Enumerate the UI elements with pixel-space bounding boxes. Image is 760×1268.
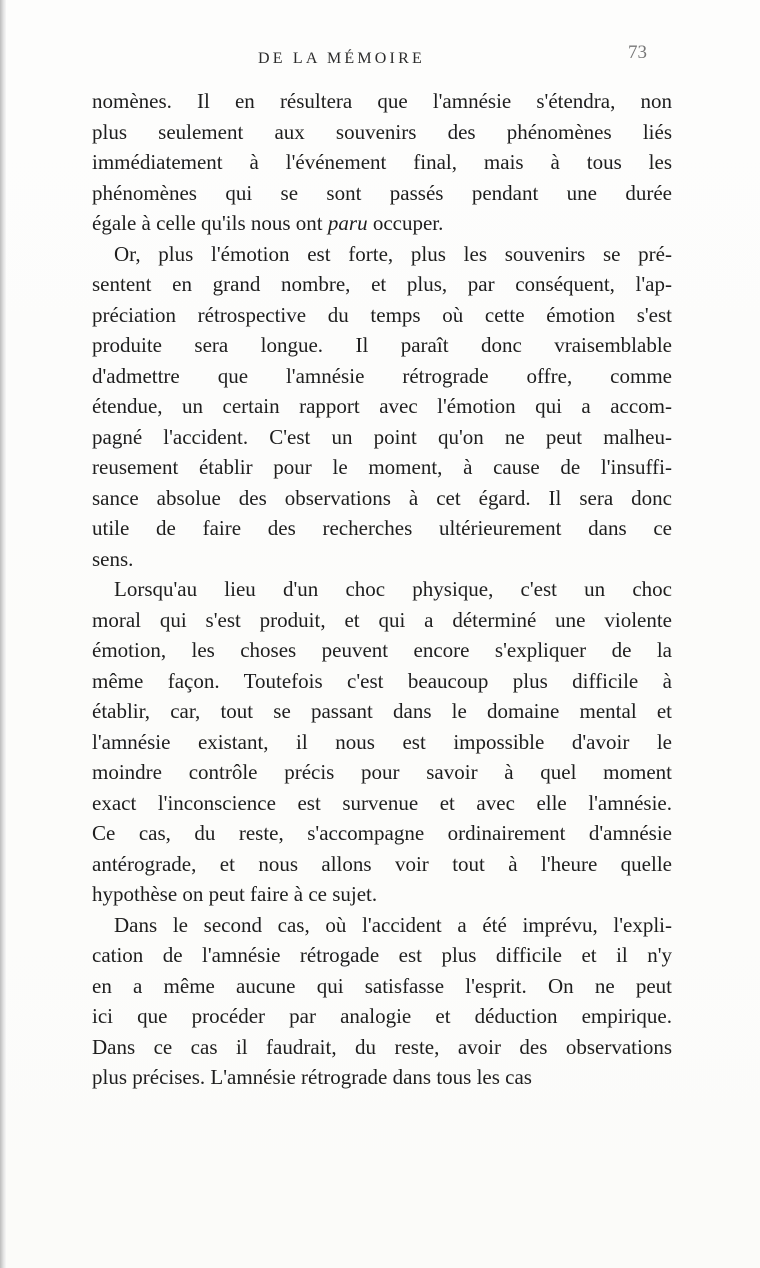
- text-line: sentent en grand nombre, et plus, par conséquent, l'ap-: [92, 272, 672, 296]
- text-line: ici que procéder par analogie et déduction empirique.: [92, 1004, 672, 1028]
- text-line: même façon. Toutefois c'est beaucoup plus difficile à: [92, 668, 672, 693]
- text-line: utile de faire des recherches ultérieurement dans ce: [92, 516, 672, 540]
- text-line: hypothèse on peut faire à ce sujet.: [92, 882, 378, 906]
- text-line: moindre contrôle précis pour savoir à quel moment: [92, 760, 672, 784]
- text-line: cation de l'amnésie rétrogade est plus difficile et il n'y: [92, 943, 672, 967]
- text-run: égale à celle qu'ils nous ont: [92, 211, 328, 235]
- text-line: pagné l'accident. C'est un point qu'on ne peut malheu-: [92, 424, 672, 449]
- text-line: émotion, les choses peuvent encore s'expliquer de la: [92, 638, 672, 662]
- emphasized-word: paru: [327, 211, 368, 235]
- text-line: Dans ce cas il faudrait, du reste, avoir des observations: [92, 1034, 672, 1059]
- running-head: DE LA MÉMOIRE: [258, 50, 425, 67]
- text-line: préciation rétrospective du temps où cette émotion s'est: [92, 302, 672, 327]
- text-line: nomènes. Il en résultera que l'amnésie s'étendra, non: [92, 89, 672, 113]
- text-line: moral qui s'est produit, et qui a déterminé une violente: [92, 607, 672, 632]
- text-line: phénomènes qui se sont passés pendant une durée: [92, 180, 672, 205]
- text-line: plus seulement aux souvenirs des phénomènes liés: [92, 119, 672, 144]
- text-line: Or, plus l'émotion est forte, plus les souvenirs se pré-: [114, 241, 672, 266]
- text-line: sance absolue des observations à cet égard. Il sera donc: [92, 485, 672, 510]
- text-line: reusement établir pour le moment, à cause de l'insuffi-: [92, 455, 672, 479]
- text-run: occuper.: [367, 211, 444, 235]
- page-number: 73: [628, 42, 647, 63]
- text-line: étendue, un certain rapport avec l'émotion qui a accom-: [92, 394, 672, 418]
- paragraph: [92, 574, 672, 910]
- text-line: l'amnésie existant, il nous est impossible d'avoir le: [92, 729, 672, 754]
- text-line: antérograde, et nous allons voir tout à l'heure quelle: [92, 851, 672, 876]
- text-line: plus précises. L'amnésie rétrograde dans tous les cas: [92, 1065, 532, 1089]
- paragraph: [92, 910, 672, 1093]
- text-line: Ce cas, du reste, s'accompagne ordinairement d'amnésie: [92, 821, 672, 845]
- text-line: Lorsqu'au lieu d'un choc physique, c'est un choc: [114, 577, 672, 601]
- text-line: en a même aucune qui satisfasse l'esprit. On ne peut: [92, 973, 672, 998]
- body-text: [92, 86, 672, 1093]
- text-line: d'admettre que l'amnésie rétrograde offre, comme: [92, 363, 672, 388]
- paragraph: [92, 86, 672, 239]
- text-line: exact l'inconscience est survenue et avec elle l'amnésie.: [92, 790, 672, 815]
- text-line: [92, 208, 672, 239]
- paragraph: [92, 239, 672, 575]
- text-line: Dans le second cas, où l'accident a été imprévu, l'expli-: [114, 912, 672, 937]
- page-header: [0, 42, 760, 74]
- page-gutter-shadow: [0, 0, 6, 1268]
- text-line: produite sera longue. Il paraît donc vraisemblable: [92, 333, 672, 357]
- text-line: sens.: [92, 546, 134, 571]
- text-line: établir, car, tout se passant dans le domaine mental et: [92, 699, 672, 723]
- text-line: immédiatement à l'événement final, mais à tous les: [92, 150, 672, 174]
